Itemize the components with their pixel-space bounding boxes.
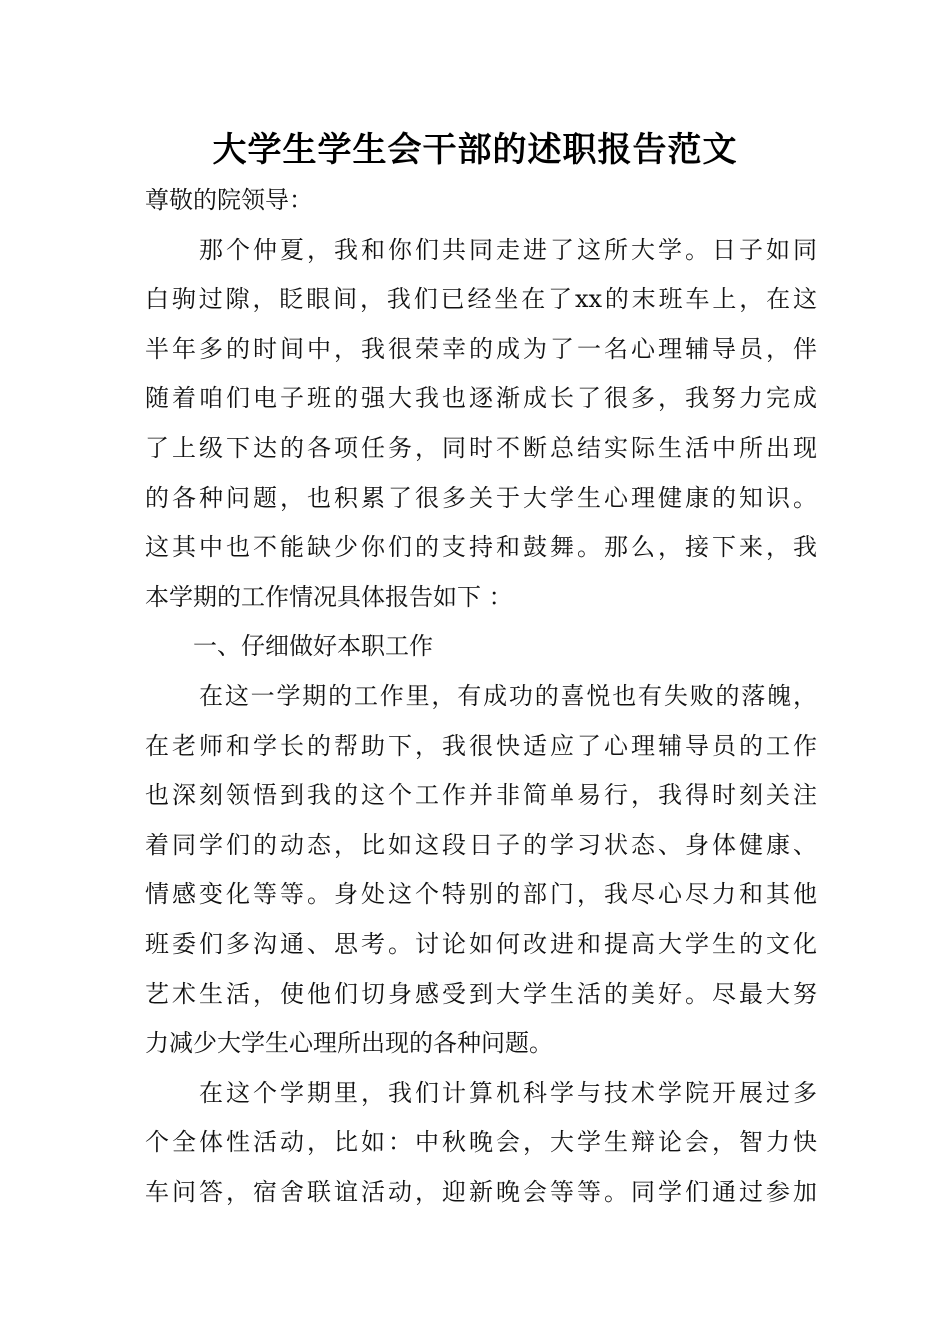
- text-line: 的各种问题，也积累了很多关于大学生心理健康的知识。: [145, 483, 817, 512]
- text-line: 力减少大学生心理所出现的各种问题。: [145, 1029, 553, 1058]
- text-line: 在这个学期里，我们计算机科学与技术学院开展过多: [199, 1078, 817, 1107]
- document-body: [145, 176, 817, 1217]
- text-line: 着同学们的动态，比如这段日子的学习状态、身体健康、: [145, 830, 817, 859]
- text-line: 白驹过隙，眨眼间，我们已经坐在了xx的末班车上，在这: [145, 285, 817, 314]
- text-line: 车问答，宿舍联谊活动，迎新晚会等等。同学们通过参加: [145, 1177, 817, 1206]
- text-line: 在老师和学长的帮助下，我很快适应了心理辅导员的工作: [145, 731, 817, 760]
- text-line: 半年多的时间中，我很荣幸的成为了一名心理辅导员，伴: [145, 334, 817, 363]
- document-title: 大学生学生会干部的述职报告范文: [212, 130, 738, 170]
- text-line: 这其中也不能缺少你们的支持和鼓舞。那么，接下来，我: [145, 533, 817, 562]
- text-line: 一、仔细做好本职工作: [193, 632, 433, 661]
- text-line: 那个仲夏，我和你们共同走进了这所大学。日子如同: [199, 235, 817, 264]
- text-line: 艺术生活，使他们切身感受到大学生活的美好。尽最大努: [145, 979, 817, 1008]
- salutation: 尊敬的院领导：: [145, 186, 313, 214]
- text-line: 也深刻领悟到我的这个工作并非简单易行，我得时刻关注: [145, 781, 817, 810]
- text-line: 班委们多沟通、思考。讨论如何改进和提高大学生的文化: [145, 929, 817, 958]
- text-line: 个全体性活动，比如：中秋晚会，大学生辩论会，智力快: [145, 1128, 817, 1157]
- text-line: 在这一学期的工作里，有成功的喜悦也有失败的落魄，: [199, 681, 817, 710]
- text-line: 了上级下达的各项任务，同时不断总结实际生活中所出现: [145, 433, 817, 462]
- text-line: 本学期的工作情况具体报告如下 ：: [145, 582, 513, 611]
- text-line: 情感变化等等。身处这个特别的部门，我尽心尽力和其他: [145, 880, 817, 909]
- text-line: 随着咱们电子班的强大我也逐渐成长了很多，我努力完成: [145, 384, 817, 413]
